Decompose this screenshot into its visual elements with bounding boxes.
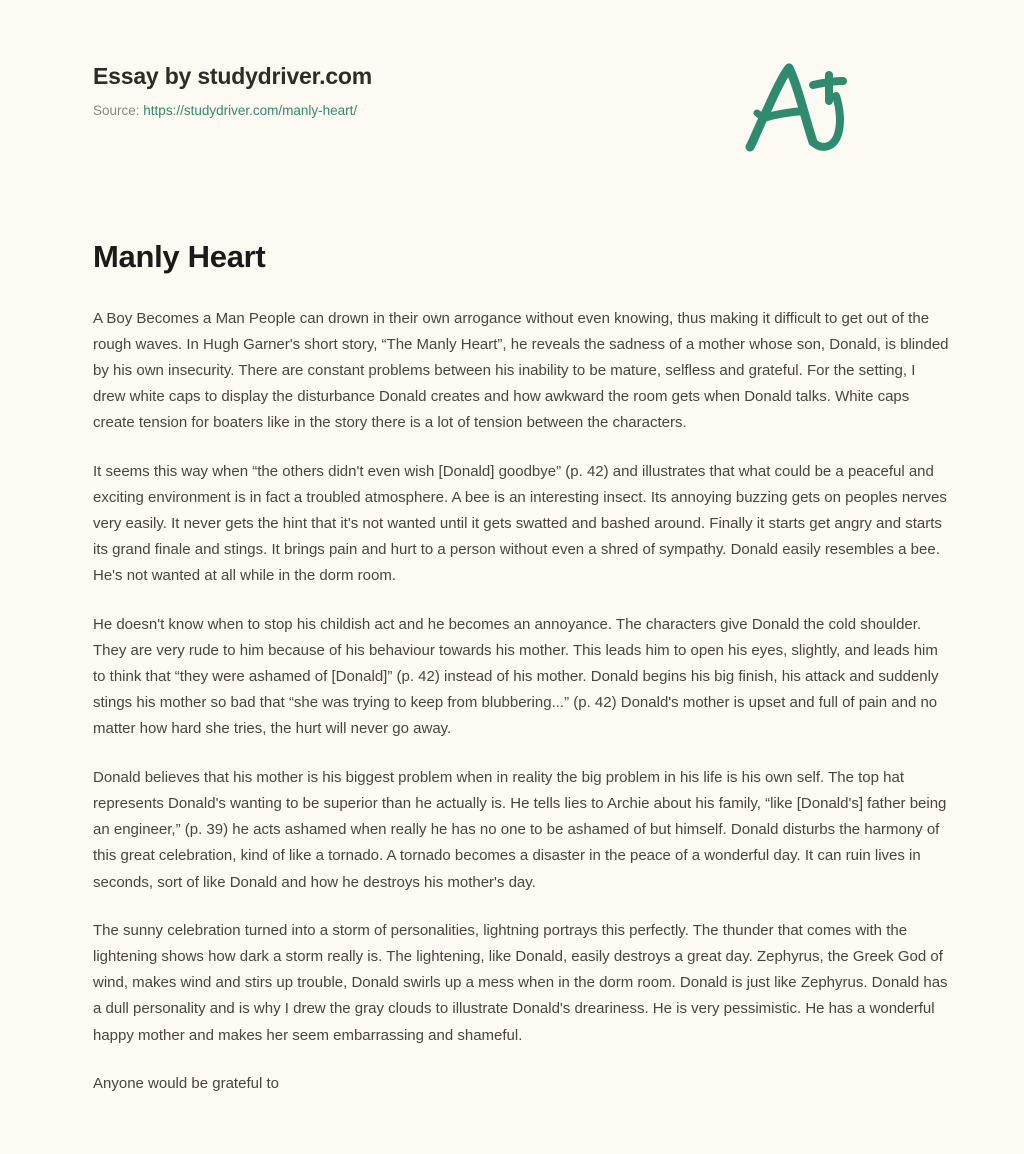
- paragraph: The sunny celebration turned into a storm of personalities, lightning portrays this perfectly. The thunder that comes with the lightening shows how dark a storm really is. The lightening, like Donald, easily destroys a great day. Zephyrus, the Greek God of wind, makes wind and stirs up trouble, Donald swirls up a mess when in the dorm room. Donald is just like Zephyrus. Donald has a dull personality and is why I drew the gray clouds to illustrate Donald's dreariness. He is very pessimistic. He has a wonderful happy mother and makes her seem embarrassing and shameful.: [93, 921, 948, 1044]
- paragraph: It seems this way when “the others didn't even wish [Donald] goodbye” (p. 42) and illustrates that what could be a peaceful and exciting environment is in fact a troubled atmosphere. A bee is an interesting insect. Its annoying buzzing gets on peoples nerves very easily. It never gets the hint that it's not wanted until it gets swatted and bashed around. Finally it starts get angry and starts its grand finale and stings. It brings pain and hurt to a person without even a shred of sympathy. Donald easily resembles a bee. He's not wanted at all while in the dorm room.: [93, 462, 947, 585]
- paragraph: A Boy Becomes a Man People can drown in their own arrogance without even knowing, thus making it difficult to get out of the rough waves. In Hugh Garner's short story, “The Manly Heart”, he reveals the sadness of a mother whose son, Donald, is blinded by his own insecurity. There are constant problems between his inability to be mature, selfless and grateful. For the setting, I drew white caps to display the disturbance Donald creates and how awkward the room gets when Donald talks. White caps create tension for boaters like in the story there is a lot of tension between the characters.: [93, 309, 949, 432]
- brand-title: Essay by studydriver.com: [93, 63, 373, 89]
- source-url-link[interactable]: https://studydriver.com/manly-heart/: [143, 103, 358, 119]
- source-label: Source:: [93, 103, 140, 119]
- essay-body: [93, 275, 951, 1097]
- paragraph: He doesn't know when to stop his childish act and he becomes an annoyance. The characters give Donald the cold shoulder. They are very rude to him because of his behaviour towards his mother. This leads him to open his eyes, slightly, and leads him to think that “they were ashamed of [Donald]” (p. 42) instead of his mother. Donald begins his big finish, his attack and suddenly stings his mother so bad that “she was trying to keep from blubbering...” (p. 42) Donald's mother is upset and full of pain and no matter how hard she tries, the hurt will never go away.: [93, 615, 939, 738]
- page-header: [93, 0, 931, 119]
- studydriver-logo: [737, 52, 857, 162]
- page-title: Manly Heart: [93, 239, 266, 274]
- a-plus-logo-icon: [737, 52, 857, 162]
- paragraph: Anyone would be grateful to: [93, 1074, 279, 1092]
- paragraph: Donald believes that his mother is his biggest problem when in reality the big problem in his life is his own self. The top hat represents Donald's wanting to be superior than he actually is. He tells lies to Archie about his family, “like [Donald's] father being an engineer,” (p. 39) he acts ashamed when really he has no one to be ashamed of but himself. Donald disturbs the harmony of this great celebration, kind of like a tornado. A tornado becomes a disaster in the peace of a wonderful day. It can ruin lives in seconds, sort of like Donald and how he destroys his mother's day.: [93, 768, 947, 891]
